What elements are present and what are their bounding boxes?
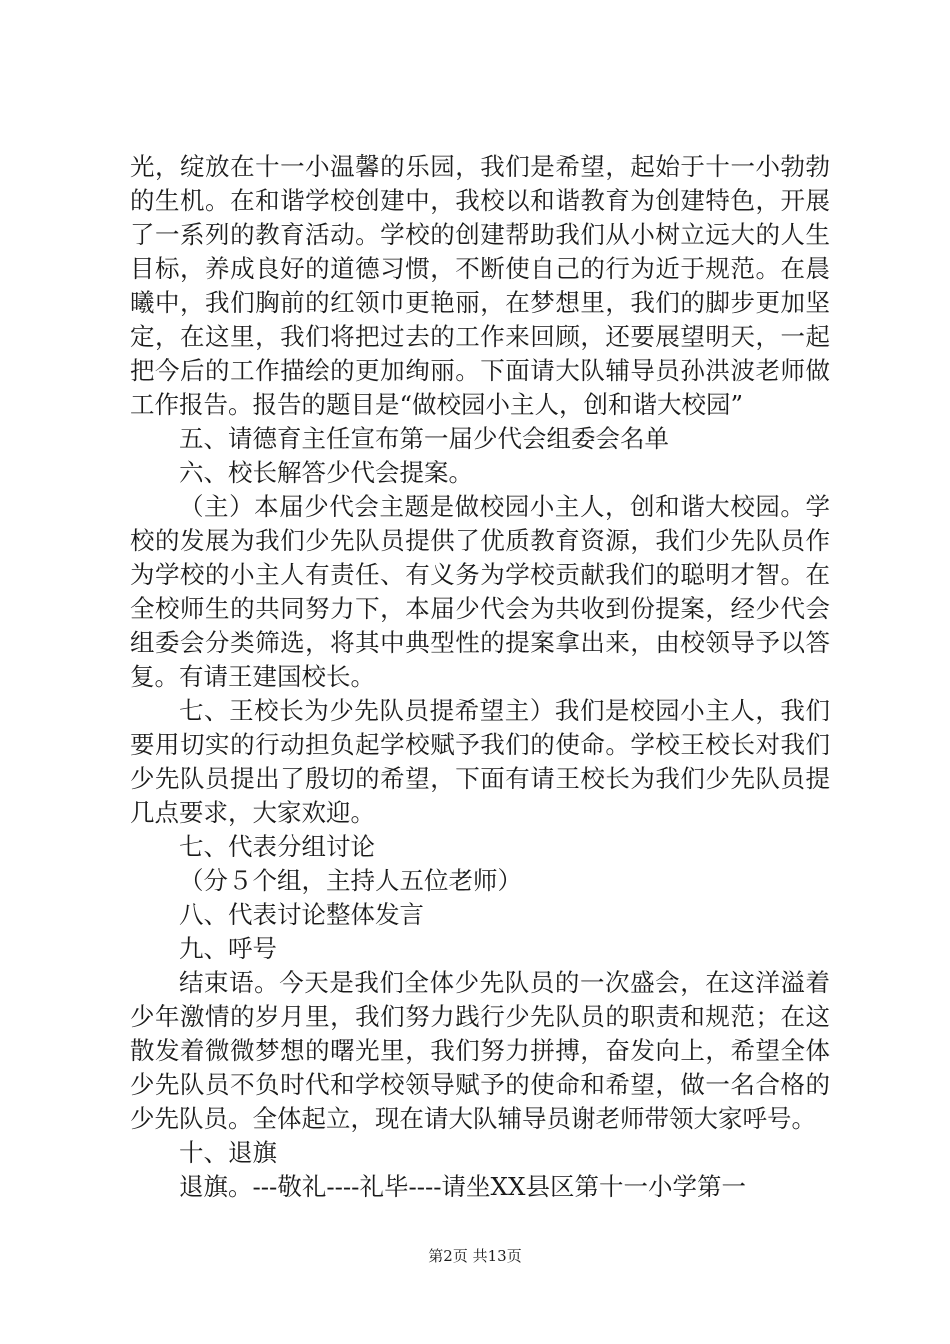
paragraph-item-ten: 十、退旗 [179,1138,277,1167]
paragraph-item-seven-discussion: 七、代表分组讨论 [179,832,375,861]
page-number-footer: 第2页 共13页 [428,1247,522,1265]
paragraph-closing-remarks: 结束语。今天是我们全体少先队员的一次盛会，在这洋溢着少年激情的岁月里，我们努力践行少先队员的职责和规范；在这散发着微微梦想的曙光里，我们努力拼搏，奋发向上，希望全体少先队员不负时代和学校领导赋予的使命和希望，做一名合格的少先队员。全体起立，现在请大队辅导员谢老师带领大家呼号。 [130,968,830,1133]
paragraph-opening-continuation: 光，绽放在十一小温馨的乐园，我们是希望，起始于十一小勃勃的生机。在和谐学校创建中，我校以和谐教育为创建特色，开展了一系列的教育活动。学校的创建帮助我们从小树立远大的人生目标，养成良好的道德习惯，不断使自己的行为近于规范。在晨曦中，我们胸前的红领巾更艳丽，在梦想里，我们的脚步更加坚定，在这里，我们将把过去的工作来回顾，还要展望明天，一起把今后的工作描绘的更加绚丽。下面请大队辅导员孙洪波老师做工作报告。报告的题目是“做校园小主人，创和谐大校园” [130,152,830,419]
paragraph-item-five: 五、请德育主任宣布第一届少代会组委会名单 [179,424,669,453]
paragraph-item-seven-principal: 七、王校长为少先队员提希望主）我们是校园小主人，我们要用切实的行动担负起学校赋予我们的使命。学校王校长对我们少先队员提出了殷切的希望，下面有请王校长为我们少先队员提几点要求，大家欢迎。 [130,696,830,827]
paragraph-item-eight: 八、代表讨论整体发言 [179,900,424,929]
document-body [130,150,830,1204]
paragraph-host-proposals: （主）本届少代会主题是做校园小主人，创和谐大校园。学校的发展为我们少先队员提供了优质教育资源，我们少先队员作为学校的小主人有责任、有义务为学校贡献我们的聪明才智。在全校师生的共同努力下，本届少代会为共收到份提案，经少代会组委会分类筛选，将其中典型性的提案拿出来，由校领导予以答复。有请王建国校长。 [130,492,830,691]
paragraph-groups-note: （分５个组，主持人五位老师） [179,866,522,895]
paragraph-flag-retire: 退旗。---敬礼----礼毕----请坐XX县区第十一小学第一 [179,1172,746,1201]
paragraph-item-nine: 九、呼号 [179,934,277,963]
paragraph-item-six: 六、校长解答少代会提案。 [179,458,473,487]
